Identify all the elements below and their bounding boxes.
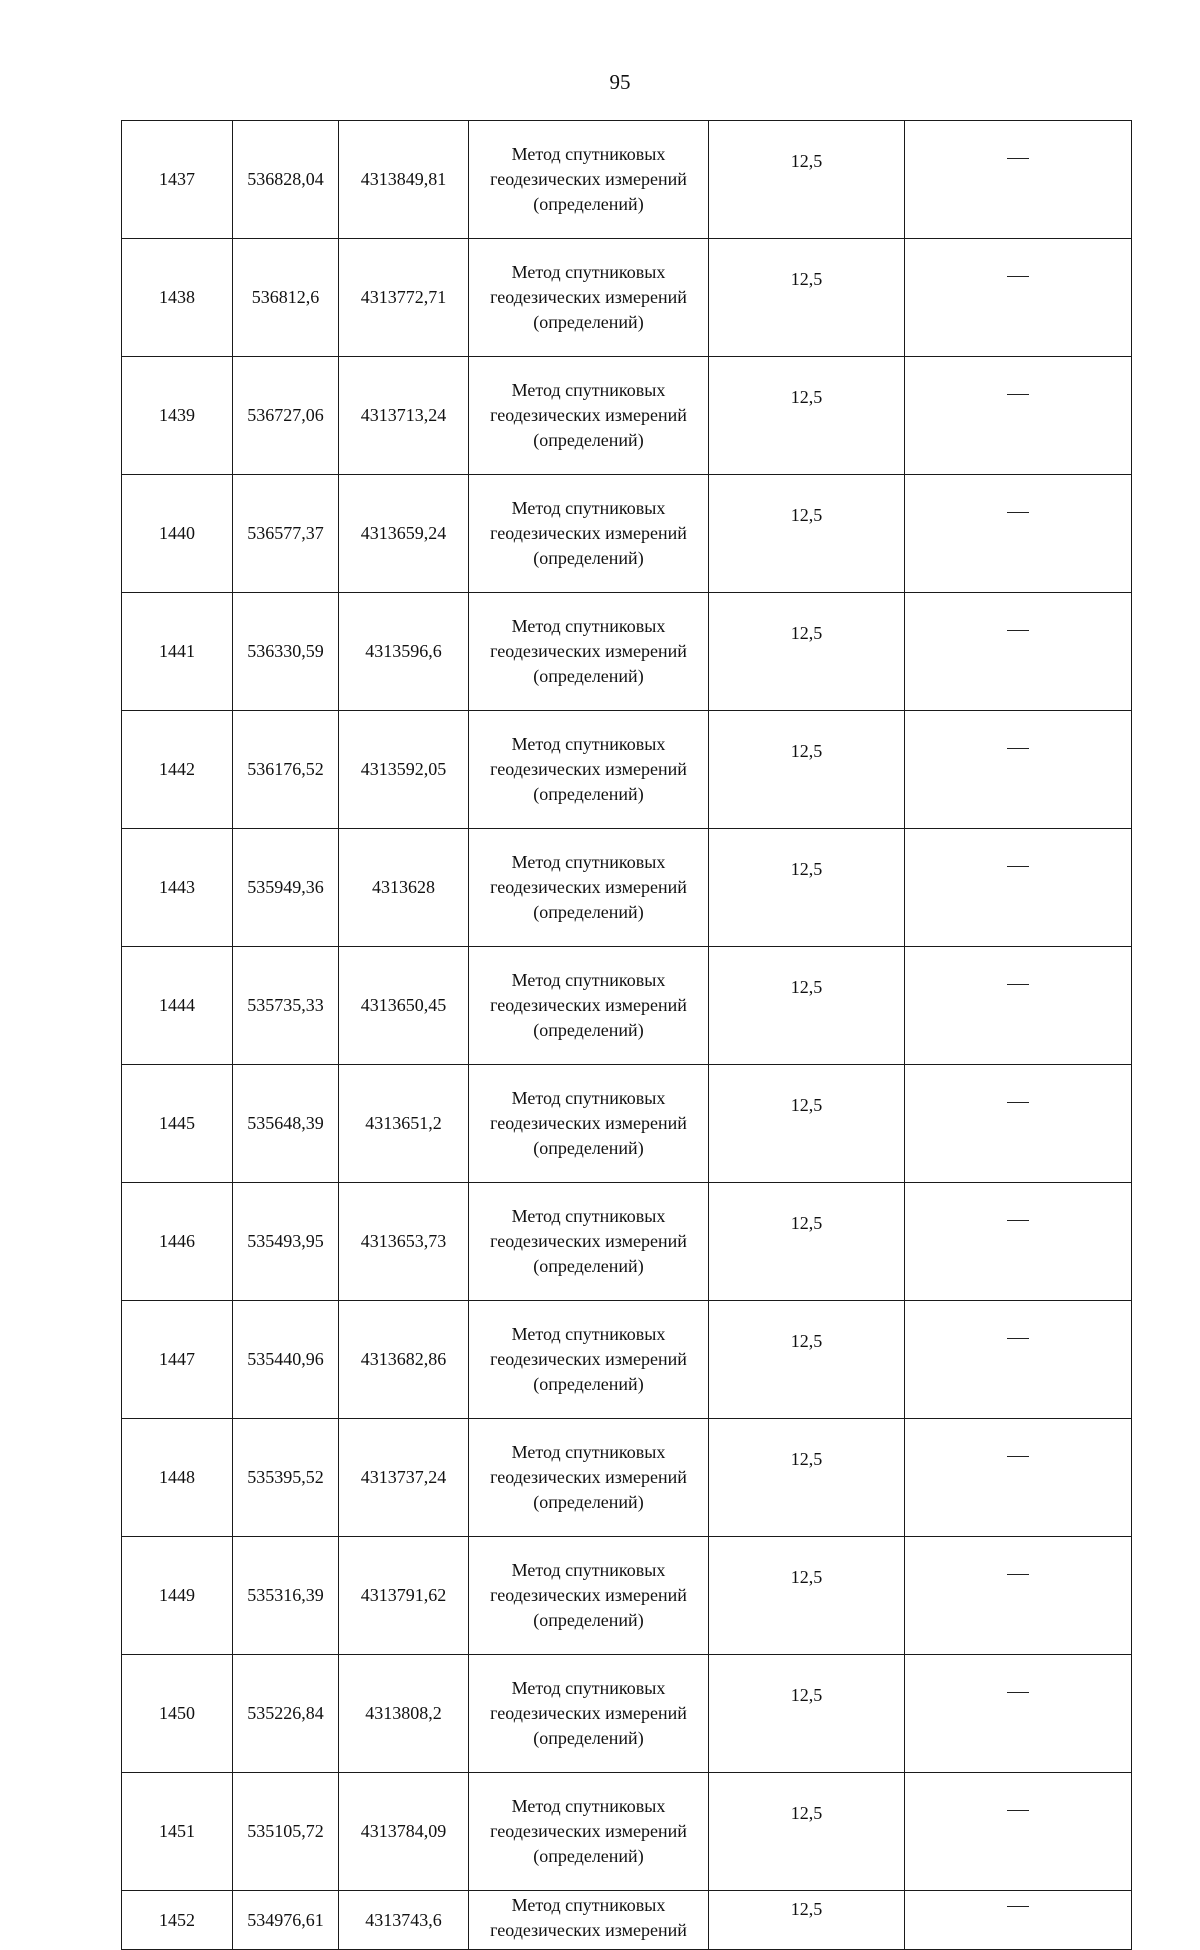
description-cell [905, 1065, 1132, 1183]
table-row [122, 593, 1132, 711]
point-number-cell: 1440 [122, 475, 233, 593]
method-text-line: (определений) [533, 1492, 644, 1512]
table-row [122, 947, 1132, 1065]
method-text-line: (определений) [533, 666, 644, 686]
accuracy-cell: 12,5 [709, 711, 905, 829]
method-text-line: геодезических измерений [490, 287, 687, 307]
method-text-line: геодезических измерений [490, 759, 687, 779]
method-text-line: (определений) [533, 1020, 644, 1040]
point-number-cell: 1445 [122, 1065, 233, 1183]
accuracy-cell: 12,5 [709, 593, 905, 711]
accuracy-cell: 12,5 [709, 239, 905, 357]
x-coordinate-cell: 536176,52 [233, 711, 339, 829]
accuracy-cell: 12,5 [709, 1891, 905, 1950]
method-text-line: Метод спутниковых [511, 970, 666, 990]
method-cell [469, 1065, 709, 1183]
x-coordinate-cell: 535440,96 [233, 1301, 339, 1419]
method-cell [469, 1773, 709, 1891]
method-cell [469, 475, 709, 593]
dash-mark [1007, 1456, 1029, 1457]
method-text-line: (определений) [533, 1374, 644, 1394]
method-text-line: (определений) [533, 1728, 644, 1748]
table-row [122, 1183, 1132, 1301]
y-coordinate-cell: 4313808,2 [339, 1655, 469, 1773]
method-text-line: геодезических измерений [490, 1467, 687, 1487]
method-text-line: (определений) [533, 784, 644, 804]
method-text-line: геодезических измерений [490, 877, 687, 897]
x-coordinate-cell: 535105,72 [233, 1773, 339, 1891]
x-coordinate-cell: 535949,36 [233, 829, 339, 947]
table-row [122, 239, 1132, 357]
dash-mark [1007, 1692, 1029, 1693]
method-text-line: геодезических измерений [490, 169, 687, 189]
method-text-line: (определений) [533, 1610, 644, 1630]
dash-mark [1007, 630, 1029, 631]
method-text-line: геодезических измерений [490, 1920, 687, 1940]
x-coordinate-cell: 536727,06 [233, 357, 339, 475]
dash-mark [1007, 394, 1029, 395]
x-coordinate-cell: 535648,39 [233, 1065, 339, 1183]
method-cell [469, 357, 709, 475]
y-coordinate-cell: 4313659,24 [339, 475, 469, 593]
accuracy-cell: 12,5 [709, 1773, 905, 1891]
accuracy-cell: 12,5 [709, 1419, 905, 1537]
point-number-cell: 1441 [122, 593, 233, 711]
dash-mark [1007, 1220, 1029, 1221]
y-coordinate-cell: 4313682,86 [339, 1301, 469, 1419]
method-text-line: (определений) [533, 1256, 644, 1276]
method-text-line: Метод спутниковых [511, 1678, 666, 1698]
y-coordinate-cell: 4313849,81 [339, 121, 469, 239]
x-coordinate-cell: 535395,52 [233, 1419, 339, 1537]
dash-mark [1007, 1102, 1029, 1103]
page-number: 95 [609, 70, 631, 94]
method-cell [469, 1655, 709, 1773]
point-number-cell: 1437 [122, 121, 233, 239]
method-cell [469, 1891, 709, 1950]
accuracy-cell: 12,5 [709, 1537, 905, 1655]
description-cell [905, 121, 1132, 239]
dash-mark [1007, 748, 1029, 749]
method-text-line: геодезических измерений [490, 523, 687, 543]
y-coordinate-cell: 4313772,71 [339, 239, 469, 357]
y-coordinate-cell: 4313713,24 [339, 357, 469, 475]
description-cell [905, 1301, 1132, 1419]
accuracy-cell: 12,5 [709, 1065, 905, 1183]
table-row [122, 711, 1132, 829]
description-cell [905, 711, 1132, 829]
coordinates-table-body [122, 121, 1132, 1950]
method-cell [469, 239, 709, 357]
method-text-line: Метод спутниковых [511, 144, 666, 164]
table-row [122, 121, 1132, 239]
method-text-line: геодезических измерений [490, 995, 687, 1015]
description-cell [905, 947, 1132, 1065]
point-number-cell: 1449 [122, 1537, 233, 1655]
table-row [122, 1537, 1132, 1655]
description-cell [905, 1773, 1132, 1891]
method-text-line: Метод спутниковых [511, 1560, 666, 1580]
method-text-line: Метод спутниковых [511, 1324, 666, 1344]
accuracy-cell: 12,5 [709, 1183, 905, 1301]
description-cell [905, 1891, 1132, 1950]
method-cell [469, 1301, 709, 1419]
table-row [122, 1419, 1132, 1537]
method-text-line: геодезических измерений [490, 1821, 687, 1841]
description-cell [905, 829, 1132, 947]
description-cell [905, 357, 1132, 475]
accuracy-cell: 12,5 [709, 475, 905, 593]
method-text-line: Метод спутниковых [511, 852, 666, 872]
point-number-cell: 1443 [122, 829, 233, 947]
method-text-line: Метод спутниковых [511, 1206, 666, 1226]
method-text-line: Метод спутниковых [511, 380, 666, 400]
y-coordinate-cell: 4313651,2 [339, 1065, 469, 1183]
description-cell [905, 1183, 1132, 1301]
accuracy-cell: 12,5 [709, 1301, 905, 1419]
point-number-cell: 1447 [122, 1301, 233, 1419]
method-text-line: (определений) [533, 548, 644, 568]
method-text-line: геодезических измерений [490, 1231, 687, 1251]
y-coordinate-cell: 4313650,45 [339, 947, 469, 1065]
point-number-cell: 1442 [122, 711, 233, 829]
method-cell [469, 829, 709, 947]
accuracy-cell: 12,5 [709, 1655, 905, 1773]
method-cell [469, 593, 709, 711]
method-text-line: Метод спутниковых [511, 498, 666, 518]
table-row [122, 1773, 1132, 1891]
point-number-cell: 1438 [122, 239, 233, 357]
method-text-line: (определений) [533, 312, 644, 332]
table-row [122, 357, 1132, 475]
method-cell [469, 121, 709, 239]
x-coordinate-cell: 536812,6 [233, 239, 339, 357]
y-coordinate-cell: 4313592,05 [339, 711, 469, 829]
table-row [122, 1065, 1132, 1183]
x-coordinate-cell: 535316,39 [233, 1537, 339, 1655]
x-coordinate-cell: 536577,37 [233, 475, 339, 593]
point-number-cell: 1450 [122, 1655, 233, 1773]
description-cell [905, 593, 1132, 711]
dash-mark [1007, 866, 1029, 867]
table-row [122, 1655, 1132, 1773]
x-coordinate-cell: 536828,04 [233, 121, 339, 239]
description-cell [905, 239, 1132, 357]
dash-mark [1007, 1906, 1029, 1907]
dash-mark [1007, 1574, 1029, 1575]
y-coordinate-cell: 4313653,73 [339, 1183, 469, 1301]
method-text-line: Метод спутниковых [511, 1796, 666, 1816]
method-text-line: геодезических измерений [490, 1113, 687, 1133]
y-coordinate-cell: 4313737,24 [339, 1419, 469, 1537]
description-cell [905, 1537, 1132, 1655]
accuracy-cell: 12,5 [709, 121, 905, 239]
method-text-line: (определений) [533, 1846, 644, 1866]
method-text-line: геодезических измерений [490, 405, 687, 425]
method-text-line: Метод спутниковых [511, 734, 666, 754]
method-cell [469, 711, 709, 829]
method-cell [469, 1537, 709, 1655]
table-row [122, 1891, 1132, 1950]
method-text-line: Метод спутниковых [511, 1895, 666, 1915]
y-coordinate-cell: 4313628 [339, 829, 469, 947]
method-text-line: (определений) [533, 1138, 644, 1158]
method-text-line: Метод спутниковых [511, 1088, 666, 1108]
description-cell [905, 475, 1132, 593]
method-text-line: геодезических измерений [490, 641, 687, 661]
y-coordinate-cell: 4313791,62 [339, 1537, 469, 1655]
dash-mark [1007, 276, 1029, 277]
method-text-line: (определений) [533, 430, 644, 450]
point-number-cell: 1444 [122, 947, 233, 1065]
x-coordinate-cell: 536330,59 [233, 593, 339, 711]
dash-mark [1007, 512, 1029, 513]
y-coordinate-cell: 4313596,6 [339, 593, 469, 711]
accuracy-cell: 12,5 [709, 357, 905, 475]
point-number-cell: 1448 [122, 1419, 233, 1537]
accuracy-cell: 12,5 [709, 947, 905, 1065]
y-coordinate-cell: 4313784,09 [339, 1773, 469, 1891]
x-coordinate-cell: 534976,61 [233, 1891, 339, 1950]
method-text-line: геодезических измерений [490, 1703, 687, 1723]
method-text-line: геодезических измерений [490, 1349, 687, 1369]
method-text-line: Метод спутниковых [511, 262, 666, 282]
table-row [122, 829, 1132, 947]
point-number-cell: 1452 [122, 1891, 233, 1950]
method-text-line: геодезических измерений [490, 1585, 687, 1605]
accuracy-cell: 12,5 [709, 829, 905, 947]
method-text-line: Метод спутниковых [511, 1442, 666, 1462]
x-coordinate-cell: 535493,95 [233, 1183, 339, 1301]
dash-mark [1007, 1810, 1029, 1811]
method-text-line: Метод спутниковых [511, 616, 666, 636]
point-number-cell: 1446 [122, 1183, 233, 1301]
x-coordinate-cell: 535226,84 [233, 1655, 339, 1773]
y-coordinate-cell: 4313743,6 [339, 1891, 469, 1950]
x-coordinate-cell: 535735,33 [233, 947, 339, 1065]
table-row [122, 1301, 1132, 1419]
coordinates-table [121, 120, 1132, 1950]
point-number-cell: 1439 [122, 357, 233, 475]
method-text-line: (определений) [533, 902, 644, 922]
method-cell [469, 1419, 709, 1537]
dash-mark [1007, 984, 1029, 985]
dash-mark [1007, 1338, 1029, 1339]
table-row [122, 475, 1132, 593]
point-number-cell: 1451 [122, 1773, 233, 1891]
method-cell [469, 947, 709, 1065]
dash-mark [1007, 158, 1029, 159]
method-text-line: (определений) [533, 194, 644, 214]
method-cell [469, 1183, 709, 1301]
description-cell [905, 1419, 1132, 1537]
description-cell [905, 1655, 1132, 1773]
